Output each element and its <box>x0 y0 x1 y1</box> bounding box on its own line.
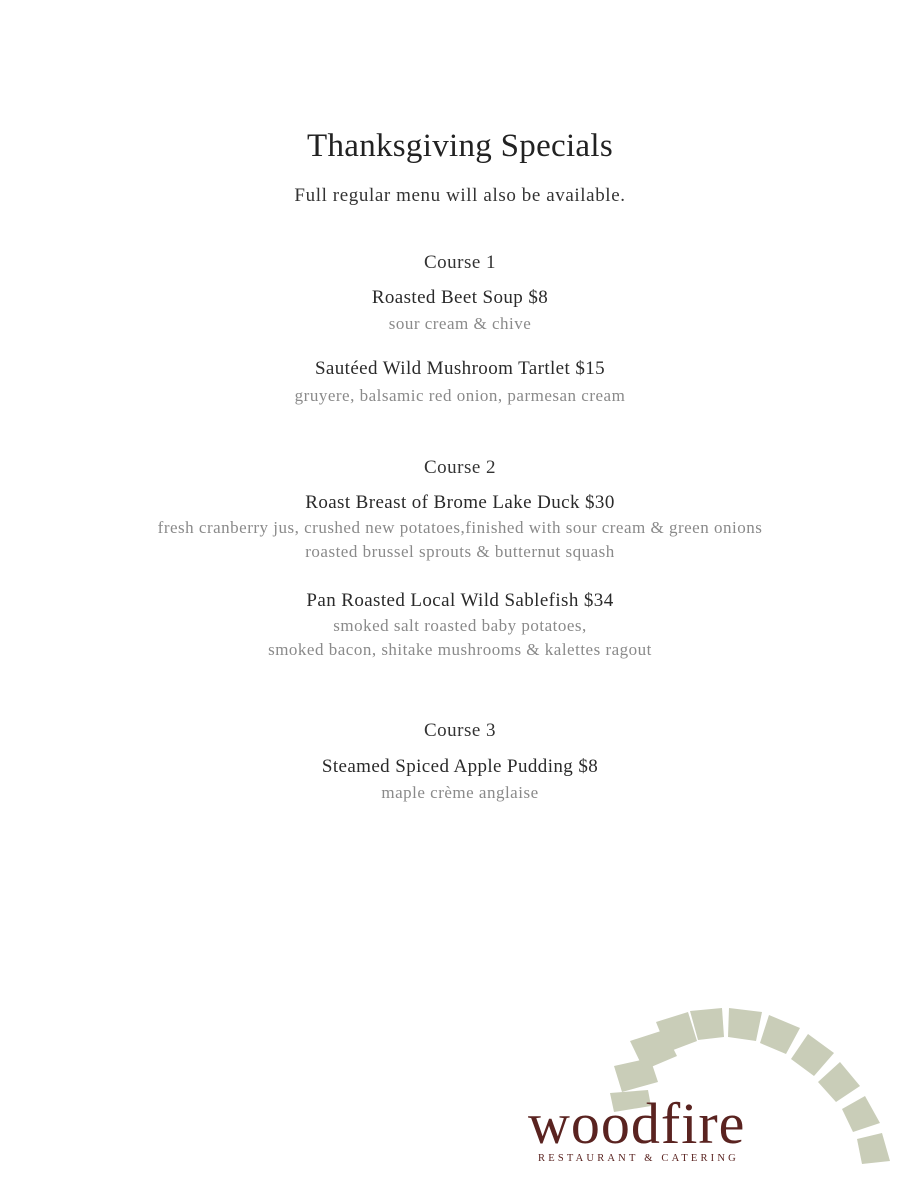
woodfire-logo <box>520 1008 910 1183</box>
page-subtitle: Full regular menu will also be available. <box>294 185 626 206</box>
dish-name: Pan Roasted Local Wild Sablefish $34 <box>306 590 614 611</box>
dish-name: Roasted Beet Soup $8 <box>371 287 549 308</box>
course-1-heading: Course 1 <box>423 252 497 273</box>
brand-tagline: RESTAURANT & CATERING <box>538 1153 739 1164</box>
course-3-heading: Course 3 <box>423 720 497 741</box>
dish-description: smoked salt roasted baby potatoes, <box>333 616 587 635</box>
dish-name: Sautéed Wild Mushroom Tartlet $15 <box>314 358 606 379</box>
dish-description: maple crème anglaise <box>381 783 539 802</box>
dish-name: Steamed Spiced Apple Pudding $8 <box>321 756 599 777</box>
dish-description: fresh cranberry jus, crushed new potatoes,finished with sour cream & green onions <box>157 518 763 537</box>
dish-description: smoked bacon, shitake mushrooms & kalettes ragout <box>268 640 652 659</box>
dish-description: gruyere, balsamic red onion, parmesan cream <box>294 386 626 405</box>
dish-description: roasted brussel sprouts & butternut squash <box>305 542 615 561</box>
course-2-heading: Course 2 <box>423 457 497 478</box>
page-title: Thanksgiving Specials <box>306 128 613 164</box>
dish-name: Roast Breast of Brome Lake Duck $30 <box>305 492 615 513</box>
brand-name: woodfire <box>528 1091 746 1156</box>
dish-description: sour cream & chive <box>388 314 532 333</box>
